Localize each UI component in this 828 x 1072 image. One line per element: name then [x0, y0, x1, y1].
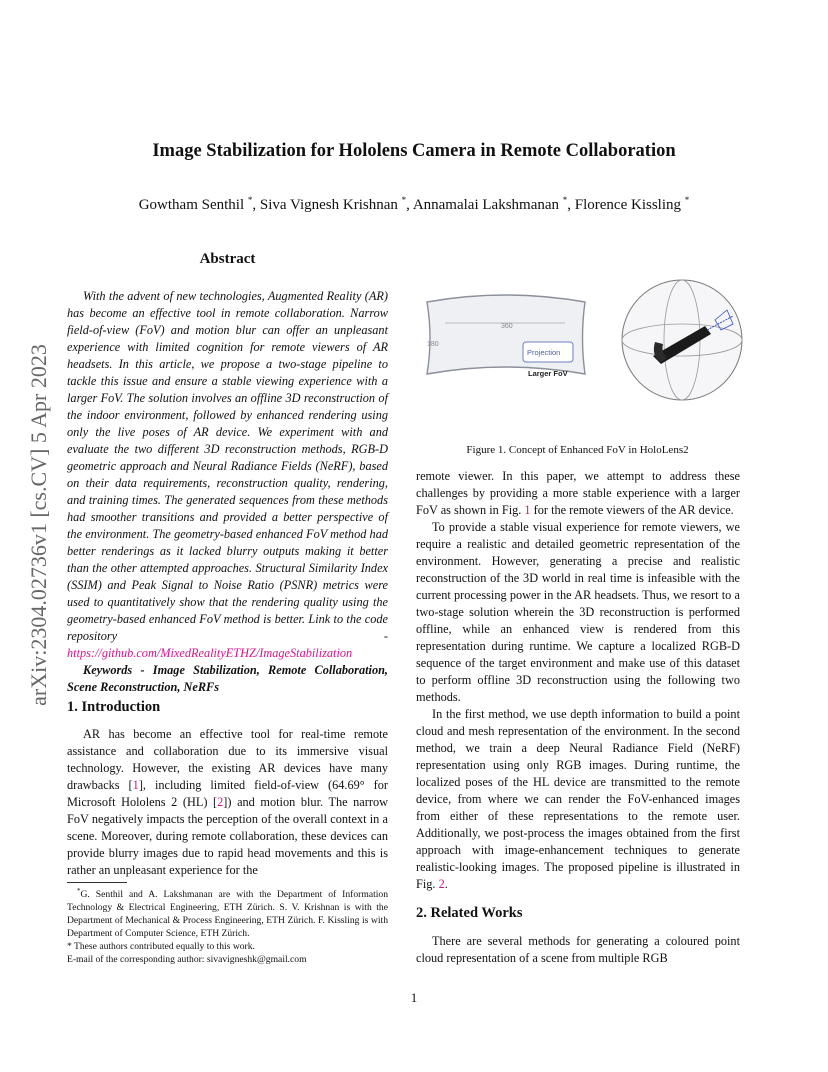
- author-mark: *: [684, 195, 690, 205]
- arxiv-stamp: [24, 290, 54, 760]
- arxiv-id: arXiv:2304.02736v1 [cs.CV] 5 Apr 2023: [26, 344, 51, 706]
- footnotes: [67, 885, 388, 966]
- paragraph: There are several methods for generating a coloured point cloud representation of a scene from multiple RGB: [416, 934, 740, 965]
- text-span: .: [444, 877, 448, 891]
- author-mark: *: [247, 195, 253, 205]
- section-heading-introduction: 1. Introduction: [67, 699, 161, 715]
- section-heading-related-works: 2. Related Works: [416, 905, 523, 921]
- citation-link[interactable]: 2: [217, 795, 224, 809]
- figure-caption: Figure 1. Concept of Enhanced FoV in HoloLens2: [466, 444, 689, 456]
- citation-link[interactable]: 1: [132, 778, 139, 792]
- related-works-body: [416, 933, 740, 967]
- text-span: for the remote viewers of the AR device.: [530, 503, 734, 517]
- figure-1: [415, 278, 745, 408]
- author-name: Annamalai Lakshmanan: [412, 197, 560, 213]
- text-span: AR has become an effective tool for real-time remote assistance and collaboration due to its immersive visual technology. However, the existing AR devices have many drawbacks [: [67, 727, 388, 792]
- keywords: Keywords - Image Stabilization, Remote Collaboration, Scene Reconstruction, NeRFs: [67, 663, 388, 694]
- abstract: [67, 288, 388, 696]
- figure-ref-link[interactable]: 1: [524, 503, 531, 517]
- footnote-mark: *: [77, 887, 81, 895]
- author-name: Florence Kissling: [574, 197, 682, 213]
- text-span: ]) and motion blur. The narrow FoV negatively impacts the perception of the overall context in a scene. Moreover, during remote collaboration, these devices can provide blurry images due to rapid head movements and this is rather an unpleasant experience for the: [67, 795, 388, 877]
- footnote-rule: [67, 882, 127, 883]
- paragraph: [416, 468, 740, 519]
- author-mark: *: [562, 195, 568, 205]
- page-number: 1: [410, 990, 418, 1005]
- label-360: 360: [501, 323, 513, 330]
- label-larger-fov: Larger FoV: [528, 369, 568, 378]
- footnote: * These authors contributed equally to this work.: [67, 941, 255, 953]
- paragraph: [67, 726, 388, 879]
- text-span: remote viewer. In this paper, we attempt to address these challenges by providing a more stable experience with a larger FoV as shown in Fig.: [416, 469, 740, 517]
- abstract-text: With the advent of new technologies, Augmented Reality (AR) has become an effective tool in remote collaboration. Narrow field-of-view (FoV) and motion blur can offer an unpleasant experience with limited cognition for remote viewers of AR headsets. In this article, we propose a two-stage pipeline to tackle this issue and ensure a stable viewing experience with a larger FoV. The solution involves an offline 3D reconstruction of the indoor environment, followed by enhanced rendering using only the live poses of AR device. We experiment with and evaluate the two different 3D reconstruction methods, RGB-D geometric approach and Neural Radiance Fields (NeRF), based on their data requirements, reconstruction quality, rendering, and training times. The generated sequences from these methods had smoother transitions and provided a better perspective of the environment. The geometry-based enhanced FoV method had better renderings as it lacked blurry outputs making it better than the other attempted approaches. Structural Similarity Index (SSIM) and Peak Signal to Noise Ratio (PSNR) metrics were used to quantitatively show that the rendering quality using the geometry-based enhanced FoV method is better. Link to the code repository -: [67, 289, 388, 643]
- label-180: 180: [427, 341, 439, 348]
- abstract-heading: Abstract: [199, 251, 256, 267]
- footnote: E-mail of the corresponding author: sivavigneshk@gmail.com: [67, 954, 307, 966]
- right-column-body: [416, 468, 740, 893]
- author-list: Gowtham Senthil *, Siva Vignesh Krishnan *, Annamalai Lakshmanan *, Florence Kissling *: [138, 195, 690, 213]
- label-projection: Projection: [527, 348, 561, 357]
- paragraph: To provide a stable visual experience for remote viewers, we require a realistic and detailed geometric representation of the environment. However, generating a precise and realistic reconstruction of the 3D world in real time is infeasible with the current processing power in the AR headsets. Thus, we resort to a two-stage solution wherein the 3D reconstruction is performed offline, while an enhanced view is rendered from this representation during runtime. We capture a localized RGB-D sequence of the target environment and make use of this dataset to perform offline 3D reconstruction using the following two methods.: [416, 520, 740, 704]
- text-span: ], including limited field-of-view (64.69° for Microsoft Hololens 2 (HL) [: [67, 778, 389, 809]
- footnote-text: G. Senthil and A. Lakshmanan are with the Department of Information Technology & Electrical Engineering, ETH Zürich. S. V. Krishnan is with the Department of Mechanical & Process Engineering, ETH Zürich. F. Kissling is with Department of Computer Science, ETH Zürich.: [67, 889, 388, 940]
- author-name: Siva Vignesh Krishnan: [259, 197, 398, 213]
- figure-ref-link[interactable]: 2: [438, 877, 445, 891]
- repository-link[interactable]: https://github.com/MixedRealityETHZ/ImageStabilization: [67, 646, 353, 660]
- author-name: Gowtham Senthil: [138, 197, 245, 213]
- abstract-body: [67, 288, 388, 662]
- author-mark: *: [401, 195, 407, 205]
- footnote: [67, 885, 388, 940]
- introduction-body: [67, 726, 388, 879]
- paragraph: [416, 706, 740, 893]
- text-span: In the first method, we use depth information to build a point cloud and mesh representation of the environment. In the second method, we train a deep Neural Radiance Field (NeRF) representation using only RGB images. During runtime, the localized poses of the HL device are transmitted to the remote device, from where we can render the FoV-enhanced images from either of these representations to the remote user. Additionally, we post-process the images obtained from the first approach with image-enhancement techniques to generate realistic-looking images. The proposed pipeline is illustrated in Fig.: [416, 707, 740, 891]
- paper-title: Image Stabilization for Hololens Camera in Remote Collaboration: [152, 141, 676, 161]
